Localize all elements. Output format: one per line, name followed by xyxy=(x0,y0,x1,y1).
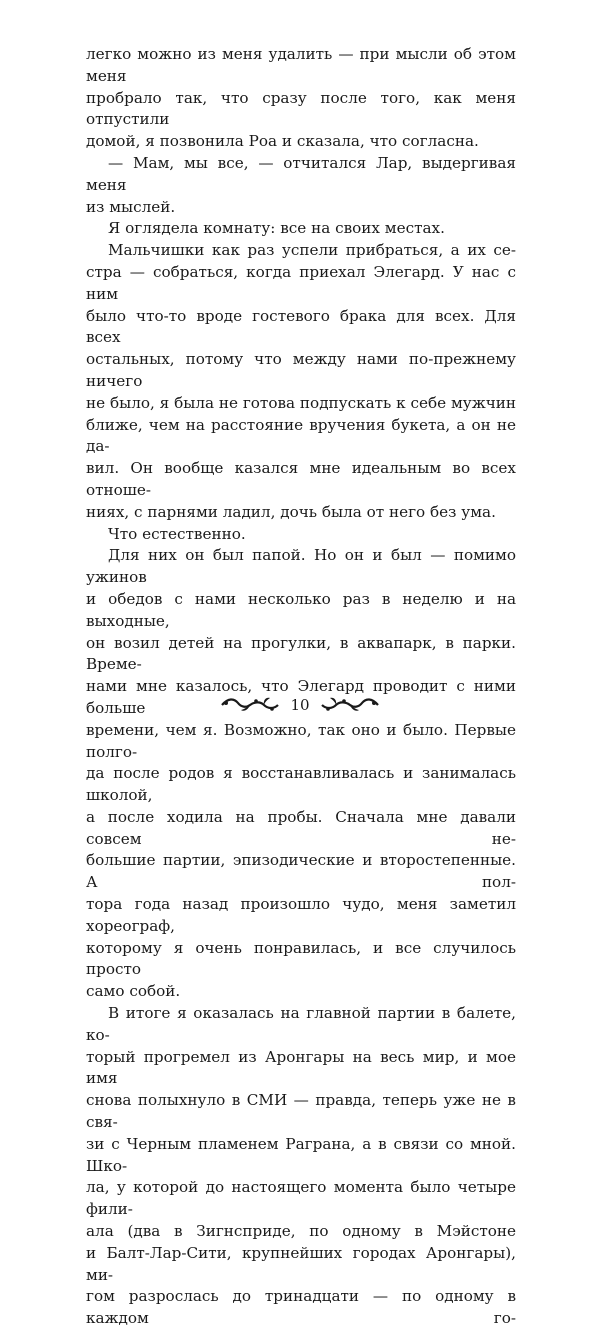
text-line: Для них он был папой. Но он и был — помимо ужинов xyxy=(86,546,516,587)
text-line: а после ходила на пробы. Сначала мне давали совсем не- xyxy=(86,807,516,848)
page-footer xyxy=(0,690,600,720)
text-line: стра — собраться, когда приехал Элегард. У нас с ним xyxy=(86,262,516,303)
page-body xyxy=(86,44,516,1330)
text-line: ниях, с парнями ладил, дочь была от него без ума. xyxy=(86,502,496,521)
text-line: да после родов я восстанавливалась и занималась школой, xyxy=(86,764,516,805)
text-line: само собой. xyxy=(86,982,181,1001)
text-line: торый прогремел из Аронгары на весь мир, и мое имя xyxy=(86,1047,516,1088)
text-line: не было, я была не готова подпускать к себе мужчин xyxy=(86,393,516,412)
text-line: нами мне казалось, что Элегард проводит с ними больше xyxy=(86,677,516,717)
text-line: домой, я позвонила Роа и сказала, что согласна. xyxy=(86,132,479,151)
text-line: времени, чем я. Возможно, так оно и было. Первые полго- xyxy=(86,720,516,761)
text-line: В итоге я оказалась на главной партии в балете, ко- xyxy=(86,1004,516,1044)
text-line: вил. Он вообще казался мне идеальным во всех отноше- xyxy=(86,459,516,499)
text-line: Что естественно. xyxy=(108,524,246,543)
text-line: он возил детей на прогулки, в аквапарк, в парки. Време- xyxy=(86,633,516,674)
text-line: ала (два в Зигнсприде, по одному в Мэйстоне xyxy=(86,1222,516,1241)
text-line: тора года назад произошло чудо, меня заметил хореограф, xyxy=(86,895,516,935)
text-line: пробрало так, что сразу после того, как меня отпустили xyxy=(86,88,516,129)
text-line: Я оглядела комнату: все на своих местах. xyxy=(108,219,445,238)
text-line: Мальчишки как раз успели прибраться, а их се- xyxy=(108,241,516,260)
text-line: и Балт-Лар-Сити, крупнейших городах Аронгары), ми- xyxy=(86,1243,516,1284)
vine-ornament-icon xyxy=(320,696,380,714)
text-line: — Мам, мы все, — отчитался Лар, выдергивая меня xyxy=(86,153,516,194)
page-number: 10 xyxy=(290,696,310,714)
text-line: которому я очень понравилась, и все случилось просто xyxy=(86,938,516,979)
text-line: и обедов с нами несколько раз в неделю и на выходные, xyxy=(86,589,516,630)
vine-ornament-icon xyxy=(220,696,280,714)
text-line: из мыслей. xyxy=(86,197,176,216)
text-line: ла, у которой до настоящего момента было четыре фили- xyxy=(86,1178,516,1219)
text-line: ближе, чем на расстояние вручения букета, а он не да- xyxy=(86,415,516,456)
text-line: гом разрослась до тринадцати — по одному в каждом го- xyxy=(86,1287,516,1328)
text-line: снова полыхнуло в СМИ — правда, теперь уже не в свя- xyxy=(86,1091,516,1132)
text-line: зи с Черным пламенем Раграна, а в связи со мной. Шко- xyxy=(86,1134,516,1175)
text-line: было что-то вроде гостевого брака для всех. Для всех xyxy=(86,306,516,347)
text-line: остальных, потому что между нами по-прежнему ничего xyxy=(86,350,516,390)
text-line: большие партии, эпизодические и второстепенные. А пол- xyxy=(86,851,516,892)
text-line: легко можно из меня удалить — при мысли об этом меня xyxy=(86,45,516,85)
